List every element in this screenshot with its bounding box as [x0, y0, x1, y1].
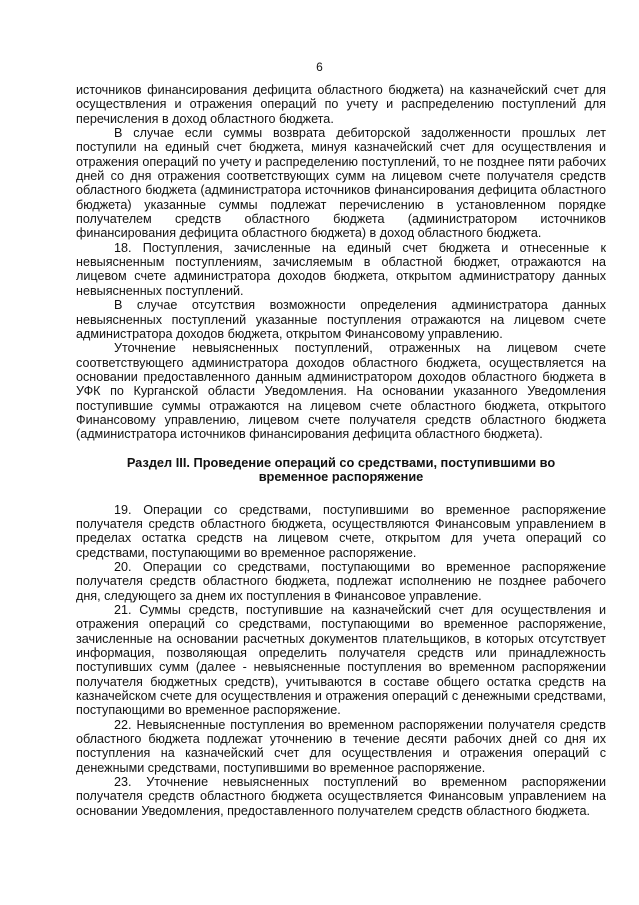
paragraph: 19. Операции со средствами, поступившими во временное распоряжение получателя средств областного бюджета, осуществляются Финансовым управлением в пределах остатка средств на лицевом счете, открытом для учета операций со средствами, поступающими во временное распоряжение.: [76, 502, 606, 560]
document-body: [76, 83, 606, 818]
paragraph: 21. Суммы средств, поступившие на казначейский счет для осуществления и отражения операций со средствами, поступающими во временное распоряжение, зачисленные на основании расчетных документов плательщиков, в которых отсутствует информация, позволяющая определить получателя средств или принадлежность поступивших сумм (далее - невыясненные поступления во временном распоряжении получателя бюджетных средств), учитываются в составе общего остатка средств на казначейском счете для осуществления и отражения операций с денежными средствами, поступающими во временное распоряжение.: [76, 603, 606, 718]
paragraph: 23. Уточнение невыясненных поступлений во временном распоряжении получателя средств областного бюджета осуществляется Финансовым управлением на основании Уведомления, предоставленного получателем средств областного бюджета.: [76, 775, 606, 818]
paragraph: 18. Поступления, зачисленные на единый счет бюджета и отнесенные к невыясненным поступлениям, зачисляемым в областной бюджет, отражаются на лицевом счете администратора доходов бюджета, открытом администратору данных невыясненных поступлений.: [76, 240, 606, 298]
paragraph: В случае если суммы возврата дебиторской задолженности прошлых лет поступили на единый счет бюджета, минуя казначейский счет для осуществления и отражения операций по учету и распределению поступлений, то не позднее пяти рабочих дней со дня отражения соответствующих сумм на лицевом счете получателя средств областного бюджета (администратора источников финансирования дефицита областного бюджета) указанные суммы подлежат перечислению в установленном порядке получателем средств областного бюджета (администратором источников финансирования дефицита областного бюджета) в доход областного бюджета.: [76, 126, 606, 241]
paragraph: Уточнение невыясненных поступлений, отраженных на лицевом счете соответствующего администратора доходов областного бюджета, осуществляется на основании предоставленного данным администратором доходов областного бюджета в УФК по Курганской области Уведомления. На основании указанного Уведомления поступившие суммы отражаются на лицевом счете областного бюджета, открытого Финансовому управлению, лицевом счете получателя средств областного бюджета (администратора источников финансирования дефицита областного бюджета).: [76, 341, 606, 442]
section-heading: Раздел III. Проведение операций со средствами, поступившими во временное распоряжение: [126, 454, 556, 485]
paragraph: 20. Операции со средствами, поступающими во временное распоряжение получателя средств областного бюджета, подлежат исполнению не позднее рабочего дня, следующего за днем их поступления в Финансовое управление.: [76, 559, 606, 603]
paragraph: 22. Невыясненные поступления во временном распоряжении получателя средств областного бюджета подлежат уточнению в течение десяти рабочих дней со дня их поступления на казначейский счет для осуществления и отражения операций с денежными средствами, поступившими во временное распоряжение.: [76, 717, 606, 775]
paragraph: В случае отсутствия возможности определения администратора данных невыясненных поступлений указанные поступления отражаются на лицевом счете администратора доходов бюджета, открытом Финансовому управлению.: [76, 298, 606, 341]
page-number: 6: [316, 60, 323, 74]
paragraph: источников финансирования дефицита областного бюджета) на казначейский счет для осуществления и отражения операций по учету и распределению поступлений для перечисления в доход областного бюджета.: [76, 83, 606, 126]
